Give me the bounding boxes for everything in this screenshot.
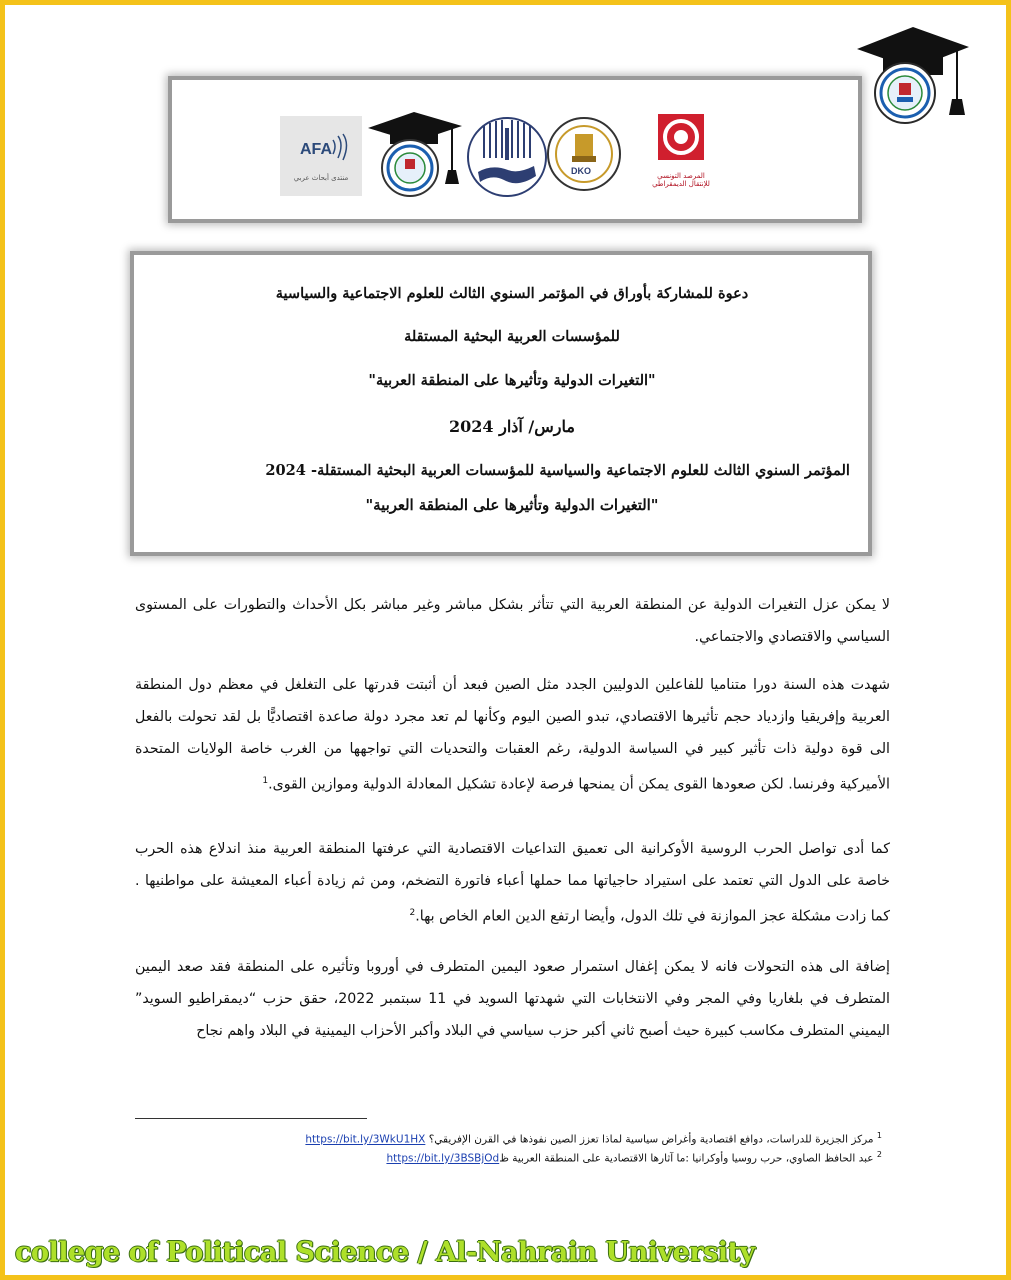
tunisian-caption-2: للإنتقال الديمقراطي	[652, 180, 710, 188]
university-emblem-icon	[853, 19, 971, 137]
paragraph-3	[135, 833, 890, 933]
paragraph-4	[135, 951, 890, 1047]
footnote-ref-2[interactable]: 2	[409, 908, 416, 918]
afa-caption: منتدى أبحاث عربي	[293, 174, 349, 182]
footnote-1-link[interactable]: https://bit.ly/3WkU1HX	[305, 1133, 426, 1146]
paragraph-1	[135, 589, 890, 653]
tunisian-observatory-logo	[642, 112, 720, 204]
footnote-ref-1[interactable]: 1	[262, 776, 269, 786]
college-footer-text: college of Political Science / Al-Nahrain University	[15, 1237, 755, 1268]
afa-logo	[280, 116, 362, 196]
title-line-institutions: للمؤسسات العربية البحثية المستقلة	[404, 328, 620, 345]
paragraph-3-text: كما أدى تواصل الحرب الروسية الأوكرانية الى تعميق التداعيات الاقتصادية التي عرفتها المنطقة العربية منذ اندلاع هذه الحرب خاصة على الدول التي تعتمد على استيراد حاجياتها مما حملها أعباء فاتورة التضخم، ومن ثم زيادة أعباء المعيشة على مواطنيها . كما زادت مشكلة عجز الموازنة في تلك الدول، وأيضا ارتفع الدين العام الخاص بها.	[135, 841, 890, 925]
svg-text:AFA: AFA	[300, 141, 332, 158]
arab-organization-logo	[464, 114, 550, 200]
university-seal-logo	[366, 110, 464, 205]
paragraph-2	[135, 669, 890, 801]
footnote-2	[386, 1150, 882, 1165]
footnote-1-text: مركز الجزيرة للدراسات، دوافع اقتصادية وأغراض سياسية لماذا تعزز الصين نفوذها في القرن الإفريقي؟	[425, 1133, 874, 1146]
paragraph-2-text: شهدت هذه السنة دورا متناميا للفاعلين الدوليين الجدد مثل الصين فبعد أن أثبتت قدرتها على التغلغل في معظم دول المنطقة العربية وإفريقيا وازدياد حجم تأثيرها الاقتصادي، تبدو الصين اليوم وكأنها لم تعد مجرد دولة صاعدة اقتصاديًّا بل لقد تحولت بالفعل الى قوة دولية ذات تأثير كبير في السياسة الدولية، رغم العقبات والتحديات التي تواجهها من الغرب خاصة الولايات المتحدة الأميركية وفرنسا. لكن صعودها القوى يمكن أن يمنحها فرصة لإعادة تشكيل المعادلة الدولية وموازين القوى.	[135, 677, 890, 793]
footnote-separator	[135, 1118, 367, 1119]
dko-logo	[545, 114, 623, 200]
paragraph-4-text: إضافة الى هذه التحولات فانه لا يمكن إغفال استمرار صعود اليمين المتطرف في أوروبا وتأثيره على المنطقة فقد صعد اليمين المتطرف في بلغاريا وفي المجر وفي الانتخابات التي شهدتها السويد في 11 سبتمبر 2022، حقق حزب “ديمقراطيو السويد” اليميني المتطرف مكاسب كبيرة حيث أصبح ثاني أكبر حزب سياسي في البلاد وأكبر الأحزاب اليمينية في البلاد واهم نجاح	[135, 959, 890, 1039]
title-line-theme-repeat: "التغيرات الدولية وتأثيرها على المنطقة العربية"	[365, 497, 659, 514]
partner-logos-box	[168, 76, 862, 223]
footnote-1	[305, 1131, 882, 1146]
title-line-theme: "التغيرات الدولية وتأثيرها على المنطقة العربية"	[368, 372, 656, 389]
svg-text:DKO: DKO	[571, 166, 591, 176]
tunisian-caption-1: المرصد التونسي	[657, 172, 705, 180]
footnote-2-link[interactable]: https://bit.ly/3BSBjOd	[386, 1152, 500, 1165]
footnote-1-number: 1	[876, 1131, 882, 1140]
title-line-conference: المؤتمر السنوي الثالث للعلوم الاجتماعية والسياسية للمؤسسات العربية البحثية المستقلة- 2024	[265, 462, 850, 479]
conference-title-box	[130, 251, 872, 556]
paragraph-1-text: لا يمكن عزل التغيرات الدولية عن المنطقة العربية التي تتأثر بشكل مباشر وغير مباشر بكل الأحداث والتطورات على المستوى السياسي والاقتصادي والاجتماعي.	[135, 597, 890, 645]
title-line-invitation: دعوة للمشاركة بأوراق في المؤتمر السنوي الثالث للعلوم الاجتماعية والسياسية	[275, 285, 749, 302]
footnote-2-number: 2	[876, 1150, 882, 1159]
footnote-2-text: عبد الحافظ الصاوي، حرب روسيا وأوكرانيا :ما آثارها الاقتصادية على المنطقة العربية ظ	[499, 1152, 874, 1165]
title-line-date: مارس/ آذار 2024	[449, 417, 575, 436]
